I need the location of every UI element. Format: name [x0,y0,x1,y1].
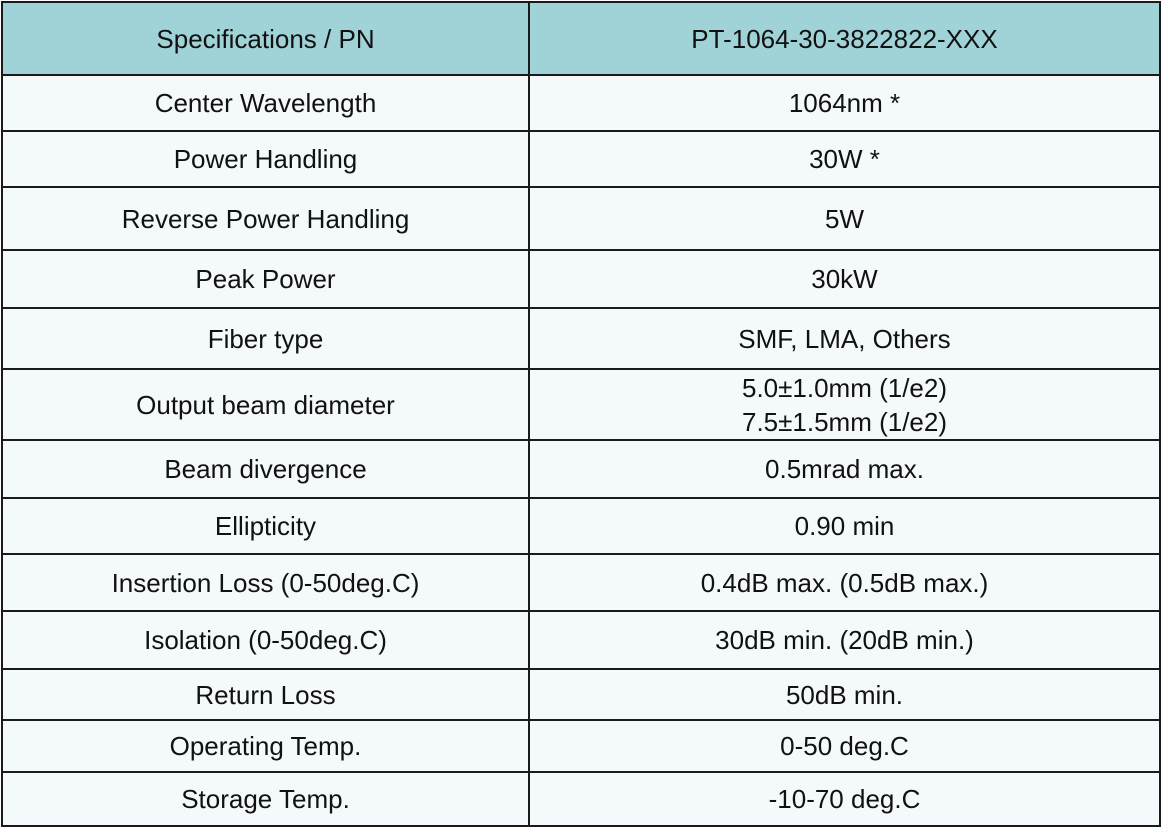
row-value [529,369,1160,440]
row-value: 30W * [529,131,1160,187]
row-value: SMF, LMA, Others [529,308,1160,369]
row-value: 0-50 deg.C [529,720,1160,772]
table-row [2,369,1160,440]
row-value: 0.4dB max. (0.5dB max.) [529,554,1160,611]
row-value: 1064nm * [529,75,1160,131]
row-label: Storage Temp. [2,772,529,826]
row-value: 30kW [529,250,1160,308]
row-label: Power Handling [2,131,529,187]
row-value-line-1: 5.0±1.0mm (1/e2) [741,372,948,403]
table-row [2,75,1160,131]
spec-table [1,1,1161,827]
table-row [2,187,1160,250]
row-value: 50dB min. [529,669,1160,720]
row-label: Output beam diameter [2,369,529,440]
row-label: Reverse Power Handling [2,187,529,250]
table-row [2,440,1160,498]
table-row [2,554,1160,611]
spec-table-header [2,2,1160,75]
table-row [2,772,1160,826]
spec-table-body [2,75,1160,826]
row-value-line-2: 7.5±1.5mm (1/e2) [741,406,948,437]
row-label: Isolation (0-50deg.C) [2,611,529,669]
row-value: 30dB min. (20dB min.) [529,611,1160,669]
row-label: Return Loss [2,669,529,720]
header-part-number: PT-1064-30-3822822-XXX [529,2,1160,75]
row-label: Peak Power [2,250,529,308]
row-value: 0.5mrad max. [529,440,1160,498]
table-row [2,308,1160,369]
table-row [2,250,1160,308]
row-label: Center Wavelength [2,75,529,131]
table-row [2,498,1160,554]
row-label: Operating Temp. [2,720,529,772]
row-value: 5W [529,187,1160,250]
row-label: Fiber type [2,308,529,369]
header-specifications: Specifications / PN [2,2,529,75]
row-label: Ellipticity [2,498,529,554]
table-row [2,720,1160,772]
table-row [2,131,1160,187]
row-label: Beam divergence [2,440,529,498]
row-value: 0.90 min [529,498,1160,554]
row-value: -10-70 deg.C [529,772,1160,826]
row-label: Insertion Loss (0-50deg.C) [2,554,529,611]
header-row [2,2,1160,75]
table-row [2,611,1160,669]
table-row [2,669,1160,720]
